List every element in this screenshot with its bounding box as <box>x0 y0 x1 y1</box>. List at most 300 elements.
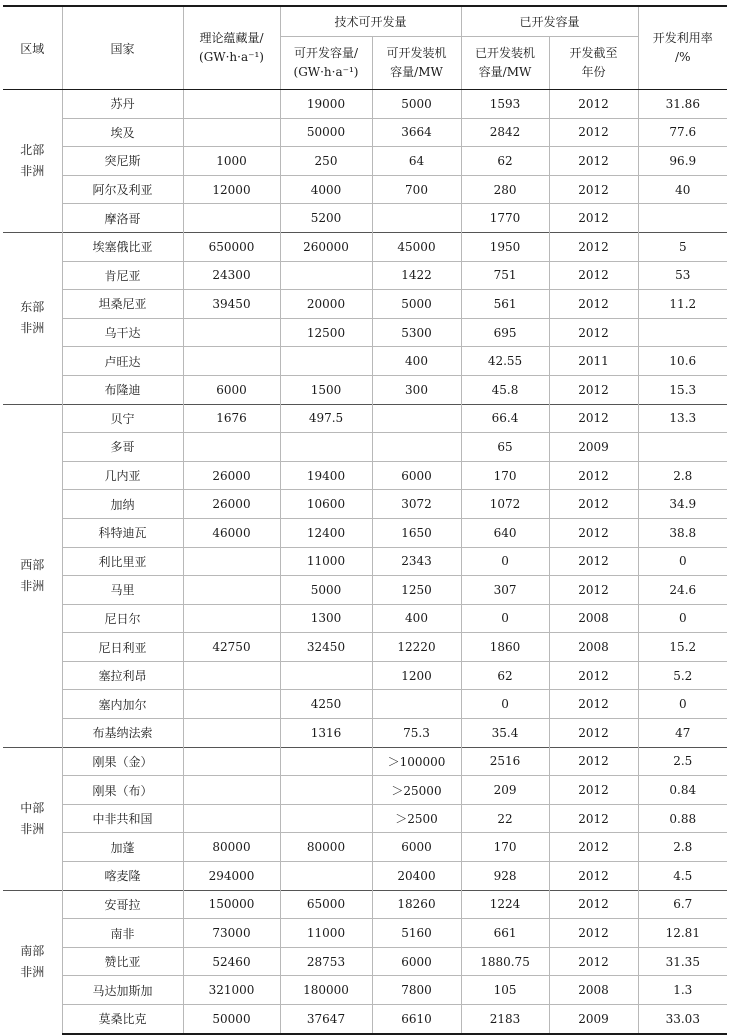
table-header <box>3 6 727 90</box>
country-cell: 突尼斯 <box>62 147 183 176</box>
header-dev-cap-line2: 容量/MW <box>478 65 532 79</box>
table-row <box>3 490 727 519</box>
utilization-rate-cell: 1.3 <box>638 976 727 1005</box>
table-row <box>3 947 727 976</box>
developed-capacity-cell: 695 <box>461 318 549 347</box>
theoretical-reserves-cell <box>183 118 280 147</box>
utilization-rate-cell: 15.3 <box>638 375 727 404</box>
dev-year-cell: 2012 <box>549 147 638 176</box>
theoretical-reserves-cell <box>183 604 280 633</box>
utilization-rate-cell: 24.6 <box>638 576 727 605</box>
country-cell: 肯尼亚 <box>62 261 183 290</box>
country-cell: 坦桑尼亚 <box>62 290 183 319</box>
utilization-rate-cell: 11.2 <box>638 290 727 319</box>
developed-capacity-cell: 65 <box>461 433 549 462</box>
utilization-rate-cell: 5.2 <box>638 661 727 690</box>
dev-year-cell: 2009 <box>549 1005 638 1034</box>
developed-capacity-cell: 0 <box>461 604 549 633</box>
region-name-line1: 南部 <box>20 944 45 959</box>
country-cell: 加纳 <box>62 490 183 519</box>
dev-year-cell: 2012 <box>549 518 638 547</box>
region-name-line2: 非洲 <box>20 163 45 178</box>
header-rate-line1: 开发利用率 <box>652 31 713 45</box>
tech-capacity-cell <box>372 690 461 719</box>
header-utilization-rate <box>638 6 727 90</box>
country-cell: 贝宁 <box>62 404 183 433</box>
theoretical-reserves-cell <box>183 804 280 833</box>
utilization-rate-cell: 0 <box>638 547 727 576</box>
utilization-rate-cell: 96.9 <box>638 147 727 176</box>
utilization-rate-cell: 15.2 <box>638 633 727 662</box>
theoretical-reserves-cell: 1000 <box>183 147 280 176</box>
country-cell: 乌干达 <box>62 318 183 347</box>
utilization-rate-cell: 13.3 <box>638 404 727 433</box>
tech-energy-cell: 1300 <box>280 604 372 633</box>
utilization-rate-cell: 2.5 <box>638 747 727 776</box>
tech-energy-cell <box>280 804 372 833</box>
tech-capacity-cell: ＞100000 <box>372 747 461 776</box>
region-cell <box>3 404 62 747</box>
utilization-rate-cell: 53 <box>638 261 727 290</box>
country-cell: 马里 <box>62 576 183 605</box>
region-name-line1: 中部 <box>20 800 45 815</box>
tech-capacity-cell: 6610 <box>372 1005 461 1034</box>
table-row <box>3 661 727 690</box>
region-name-line2: 非洲 <box>20 578 45 593</box>
tech-capacity-cell: 3664 <box>372 118 461 147</box>
dev-year-cell: 2012 <box>549 804 638 833</box>
theoretical-reserves-cell: 26000 <box>183 490 280 519</box>
tech-energy-cell: 180000 <box>280 976 372 1005</box>
dev-year-cell: 2012 <box>549 375 638 404</box>
country-cell: 加蓬 <box>62 833 183 862</box>
country-cell: 多哥 <box>62 433 183 462</box>
dev-year-cell: 2012 <box>549 661 638 690</box>
country-cell: 布基纳法索 <box>62 719 183 748</box>
developed-capacity-cell: 1072 <box>461 490 549 519</box>
table-row <box>3 690 727 719</box>
theoretical-reserves-cell: 26000 <box>183 461 280 490</box>
table-row <box>3 461 727 490</box>
header-tech-cap-line1: 可开发装机 <box>386 46 447 60</box>
dev-year-cell: 2012 <box>549 919 638 948</box>
dev-year-cell: 2012 <box>549 290 638 319</box>
tech-energy-cell <box>280 433 372 462</box>
developed-capacity-cell: 1860 <box>461 633 549 662</box>
dev-year-cell: 2008 <box>549 633 638 662</box>
utilization-rate-cell <box>638 433 727 462</box>
developed-capacity-cell: 209 <box>461 776 549 805</box>
country-cell: 赞比亚 <box>62 947 183 976</box>
tech-capacity-cell: ＞2500 <box>372 804 461 833</box>
tech-energy-cell: 32450 <box>280 633 372 662</box>
region-cell <box>3 232 62 404</box>
developed-capacity-cell: 661 <box>461 919 549 948</box>
table-row <box>3 576 727 605</box>
table-row <box>3 433 727 462</box>
developed-capacity-cell: 0 <box>461 547 549 576</box>
theoretical-reserves-cell: 6000 <box>183 375 280 404</box>
tech-capacity-cell: 18260 <box>372 890 461 919</box>
region-cell <box>3 890 62 1033</box>
tech-capacity-cell: 45000 <box>372 232 461 261</box>
developed-capacity-cell: 2183 <box>461 1005 549 1034</box>
dev-year-cell: 2012 <box>549 776 638 805</box>
table-row <box>3 347 727 376</box>
utilization-rate-cell: 31.35 <box>638 947 727 976</box>
developed-capacity-cell: 170 <box>461 461 549 490</box>
table-row <box>3 747 727 776</box>
tech-energy-cell: 19400 <box>280 461 372 490</box>
utilization-rate-cell: 77.6 <box>638 118 727 147</box>
tech-energy-cell <box>280 261 372 290</box>
tech-capacity-cell: 5000 <box>372 90 461 119</box>
country-cell: 刚果（金） <box>62 747 183 776</box>
tech-energy-cell: 12500 <box>280 318 372 347</box>
header-country: 国家 <box>62 6 183 90</box>
table-row <box>3 776 727 805</box>
theoretical-reserves-cell: 321000 <box>183 976 280 1005</box>
theoretical-reserves-cell: 80000 <box>183 833 280 862</box>
tech-energy-cell: 12400 <box>280 518 372 547</box>
theoretical-reserves-cell <box>183 661 280 690</box>
developed-capacity-cell: 2842 <box>461 118 549 147</box>
theoretical-reserves-cell <box>183 776 280 805</box>
theoretical-reserves-cell: 42750 <box>183 633 280 662</box>
dev-year-cell: 2012 <box>549 947 638 976</box>
utilization-rate-cell: 2.8 <box>638 833 727 862</box>
table-row <box>3 318 727 347</box>
theoretical-reserves-cell: 39450 <box>183 290 280 319</box>
country-cell: 喀麦隆 <box>62 862 183 891</box>
table-row <box>3 118 727 147</box>
utilization-rate-cell: 34.9 <box>638 490 727 519</box>
utilization-rate-cell: 0 <box>638 690 727 719</box>
tech-capacity-cell: 2343 <box>372 547 461 576</box>
theoretical-reserves-cell <box>183 719 280 748</box>
dev-year-cell: 2012 <box>549 318 638 347</box>
utilization-rate-cell: 10.6 <box>638 347 727 376</box>
utilization-rate-cell: 0.84 <box>638 776 727 805</box>
tech-capacity-cell: 20400 <box>372 862 461 891</box>
theoretical-reserves-cell: 52460 <box>183 947 280 976</box>
developed-capacity-cell: 1950 <box>461 232 549 261</box>
header-dev-year-line2: 年份 <box>581 65 606 79</box>
country-cell: 苏丹 <box>62 90 183 119</box>
developed-capacity-cell: 66.4 <box>461 404 549 433</box>
country-cell: 卢旺达 <box>62 347 183 376</box>
table-row <box>3 833 727 862</box>
table-row <box>3 547 727 576</box>
header-theoretical-line1: 理论蕴藏量/ <box>199 31 264 45</box>
tech-energy-cell: 260000 <box>280 232 372 261</box>
table-container <box>3 5 727 1035</box>
dev-year-cell: 2012 <box>549 890 638 919</box>
developed-capacity-cell: 45.8 <box>461 375 549 404</box>
country-cell: 塞拉利昂 <box>62 661 183 690</box>
developed-capacity-cell: 307 <box>461 576 549 605</box>
developed-capacity-cell: 0 <box>461 690 549 719</box>
tech-energy-cell: 11000 <box>280 919 372 948</box>
developed-capacity-cell: 751 <box>461 261 549 290</box>
country-cell: 刚果（布） <box>62 776 183 805</box>
developed-capacity-cell: 1880.75 <box>461 947 549 976</box>
table-row <box>3 976 727 1005</box>
utilization-rate-cell: 5 <box>638 232 727 261</box>
developed-capacity-cell: 170 <box>461 833 549 862</box>
country-cell: 埃及 <box>62 118 183 147</box>
tech-energy-cell: 1500 <box>280 375 372 404</box>
utilization-rate-cell: 0 <box>638 604 727 633</box>
country-cell: 科特迪瓦 <box>62 518 183 547</box>
header-dev-year-line1: 开发截至 <box>569 46 618 60</box>
tech-energy-cell: 497.5 <box>280 404 372 433</box>
country-cell: 尼日尔 <box>62 604 183 633</box>
country-cell: 中非共和国 <box>62 804 183 833</box>
dev-year-cell: 2012 <box>549 576 638 605</box>
dev-year-cell: 2012 <box>549 175 638 204</box>
developed-capacity-cell: 1224 <box>461 890 549 919</box>
developed-capacity-cell: 561 <box>461 290 549 319</box>
header-dev-year <box>549 37 638 90</box>
tech-capacity-cell: 7800 <box>372 976 461 1005</box>
table-row <box>3 147 727 176</box>
table-row <box>3 375 727 404</box>
developed-capacity-cell: 2516 <box>461 747 549 776</box>
developed-capacity-cell: 62 <box>461 661 549 690</box>
dev-year-cell: 2012 <box>549 90 638 119</box>
table-row <box>3 90 727 119</box>
tech-capacity-cell: 5160 <box>372 919 461 948</box>
country-cell: 南非 <box>62 919 183 948</box>
dev-year-cell: 2012 <box>549 232 638 261</box>
developed-capacity-cell: 1770 <box>461 204 549 233</box>
country-cell: 几内亚 <box>62 461 183 490</box>
tech-capacity-cell: 400 <box>372 604 461 633</box>
dev-year-cell: 2012 <box>549 261 638 290</box>
utilization-rate-cell: 47 <box>638 719 727 748</box>
region-name-line2: 非洲 <box>20 965 45 980</box>
dev-year-cell: 2012 <box>549 747 638 776</box>
developed-capacity-cell: 1593 <box>461 90 549 119</box>
developed-capacity-cell: 280 <box>461 175 549 204</box>
theoretical-reserves-cell: 1676 <box>183 404 280 433</box>
dev-year-cell: 2012 <box>549 404 638 433</box>
utilization-rate-cell: 12.81 <box>638 919 727 948</box>
developed-capacity-cell: 105 <box>461 976 549 1005</box>
theoretical-reserves-cell <box>183 576 280 605</box>
tech-capacity-cell: 5300 <box>372 318 461 347</box>
header-tech-energy-line1: 可开发容量/ <box>293 46 359 60</box>
developed-capacity-cell: 35.4 <box>461 719 549 748</box>
utilization-rate-cell: 33.03 <box>638 1005 727 1034</box>
developed-capacity-cell: 928 <box>461 862 549 891</box>
utilization-rate-cell: 4.5 <box>638 862 727 891</box>
tech-energy-cell: 19000 <box>280 90 372 119</box>
header-tech-capacity <box>372 37 461 90</box>
tech-energy-cell: 28753 <box>280 947 372 976</box>
region-name-line2: 非洲 <box>20 321 45 336</box>
theoretical-reserves-cell <box>183 90 280 119</box>
country-cell: 摩洛哥 <box>62 204 183 233</box>
table-row <box>3 862 727 891</box>
tech-capacity-cell: 1650 <box>372 518 461 547</box>
country-cell: 布隆迪 <box>62 375 183 404</box>
tech-capacity-cell: 1200 <box>372 661 461 690</box>
theoretical-reserves-cell <box>183 347 280 376</box>
theoretical-reserves-cell: 150000 <box>183 890 280 919</box>
header-rate-line2: /% <box>675 50 691 64</box>
theoretical-reserves-cell <box>183 747 280 776</box>
country-cell: 埃塞俄比亚 <box>62 232 183 261</box>
header-developed-group: 已开发容量 <box>461 6 638 37</box>
tech-capacity-cell: 700 <box>372 175 461 204</box>
tech-energy-cell <box>280 776 372 805</box>
table-row <box>3 175 727 204</box>
dev-year-cell: 2012 <box>549 547 638 576</box>
dev-year-cell: 2012 <box>549 118 638 147</box>
region-cell <box>3 90 62 233</box>
tech-capacity-cell: 5000 <box>372 290 461 319</box>
utilization-rate-cell <box>638 204 727 233</box>
dev-year-cell: 2012 <box>549 204 638 233</box>
tech-capacity-cell: 3072 <box>372 490 461 519</box>
tech-capacity-cell: 6000 <box>372 833 461 862</box>
table-row <box>3 232 727 261</box>
header-tech-energy-line2: (GW·h·a⁻¹) <box>293 65 359 79</box>
tech-capacity-cell: 1250 <box>372 576 461 605</box>
header-theoretical-line2: (GW·h·a⁻¹) <box>199 50 264 64</box>
tech-capacity-cell <box>372 204 461 233</box>
developed-capacity-cell: 42.55 <box>461 347 549 376</box>
country-cell: 阿尔及利亚 <box>62 175 183 204</box>
tech-energy-cell: 20000 <box>280 290 372 319</box>
theoretical-reserves-cell: 12000 <box>183 175 280 204</box>
theoretical-reserves-cell: 650000 <box>183 232 280 261</box>
table-row <box>3 604 727 633</box>
table-row <box>3 890 727 919</box>
header-technical-group: 技术可开发量 <box>280 6 461 37</box>
tech-energy-cell: 65000 <box>280 890 372 919</box>
header-theoretical-reserves <box>183 6 280 90</box>
dev-year-cell: 2012 <box>549 690 638 719</box>
tech-energy-cell: 50000 <box>280 118 372 147</box>
theoretical-reserves-cell: 46000 <box>183 518 280 547</box>
developed-capacity-cell: 640 <box>461 518 549 547</box>
theoretical-reserves-cell: 294000 <box>183 862 280 891</box>
utilization-rate-cell <box>638 318 727 347</box>
table-row <box>3 204 727 233</box>
table-row <box>3 404 727 433</box>
tech-capacity-cell <box>372 433 461 462</box>
table-row <box>3 804 727 833</box>
theoretical-reserves-cell <box>183 318 280 347</box>
header-tech-cap-line2: 容量/MW <box>390 65 443 79</box>
header-dev-cap-line1: 已开发装机 <box>475 46 536 60</box>
table-row <box>3 1005 727 1034</box>
tech-energy-cell: 4250 <box>280 690 372 719</box>
dev-year-cell: 2012 <box>549 490 638 519</box>
header-tech-energy <box>280 37 372 90</box>
developed-capacity-cell: 22 <box>461 804 549 833</box>
tech-energy-cell <box>280 661 372 690</box>
theoretical-reserves-cell <box>183 690 280 719</box>
header-dev-capacity <box>461 37 549 90</box>
utilization-rate-cell: 38.8 <box>638 518 727 547</box>
tech-energy-cell: 250 <box>280 147 372 176</box>
tech-capacity-cell: 64 <box>372 147 461 176</box>
table-row <box>3 261 727 290</box>
tech-capacity-cell <box>372 404 461 433</box>
country-cell: 塞内加尔 <box>62 690 183 719</box>
dev-year-cell: 2008 <box>549 976 638 1005</box>
developed-capacity-cell: 62 <box>461 147 549 176</box>
tech-energy-cell <box>280 747 372 776</box>
country-cell: 尼日利亚 <box>62 633 183 662</box>
table-row <box>3 919 727 948</box>
tech-energy-cell <box>280 862 372 891</box>
theoretical-reserves-cell: 73000 <box>183 919 280 948</box>
utilization-rate-cell: 0.88 <box>638 804 727 833</box>
tech-capacity-cell: 1422 <box>372 261 461 290</box>
utilization-rate-cell: 40 <box>638 175 727 204</box>
tech-capacity-cell: 6000 <box>372 947 461 976</box>
dev-year-cell: 2008 <box>549 604 638 633</box>
country-cell: 安哥拉 <box>62 890 183 919</box>
tech-energy-cell: 4000 <box>280 175 372 204</box>
table-row <box>3 518 727 547</box>
dev-year-cell: 2012 <box>549 461 638 490</box>
region-name-line1: 西部 <box>20 557 45 572</box>
utilization-rate-cell: 6.7 <box>638 890 727 919</box>
tech-capacity-cell: 400 <box>372 347 461 376</box>
tech-capacity-cell: ＞25000 <box>372 776 461 805</box>
utilization-rate-cell: 31.86 <box>638 90 727 119</box>
tech-energy-cell <box>280 347 372 376</box>
theoretical-reserves-cell: 50000 <box>183 1005 280 1034</box>
country-cell: 马达加斯加 <box>62 976 183 1005</box>
tech-energy-cell: 5000 <box>280 576 372 605</box>
tech-capacity-cell: 6000 <box>372 461 461 490</box>
table-body <box>3 90 727 1034</box>
tech-capacity-cell: 12220 <box>372 633 461 662</box>
tech-capacity-cell: 75.3 <box>372 719 461 748</box>
table-row <box>3 633 727 662</box>
region-name-line2: 非洲 <box>20 821 45 836</box>
dev-year-cell: 2012 <box>549 862 638 891</box>
dev-year-cell: 2011 <box>549 347 638 376</box>
theoretical-reserves-cell: 24300 <box>183 261 280 290</box>
dev-year-cell: 2009 <box>549 433 638 462</box>
dev-year-cell: 2012 <box>549 833 638 862</box>
tech-energy-cell: 37647 <box>280 1005 372 1034</box>
hydropower-table <box>3 5 727 1035</box>
region-name-line1: 东部 <box>20 300 45 315</box>
theoretical-reserves-cell <box>183 204 280 233</box>
tech-energy-cell: 11000 <box>280 547 372 576</box>
country-cell: 利比里亚 <box>62 547 183 576</box>
region-cell <box>3 747 62 890</box>
tech-energy-cell: 5200 <box>280 204 372 233</box>
country-cell: 莫桑比克 <box>62 1005 183 1034</box>
tech-capacity-cell: 300 <box>372 375 461 404</box>
table-row <box>3 719 727 748</box>
tech-energy-cell: 10600 <box>280 490 372 519</box>
header-region: 区域 <box>3 6 62 90</box>
theoretical-reserves-cell <box>183 433 280 462</box>
dev-year-cell: 2012 <box>549 719 638 748</box>
table-row <box>3 290 727 319</box>
